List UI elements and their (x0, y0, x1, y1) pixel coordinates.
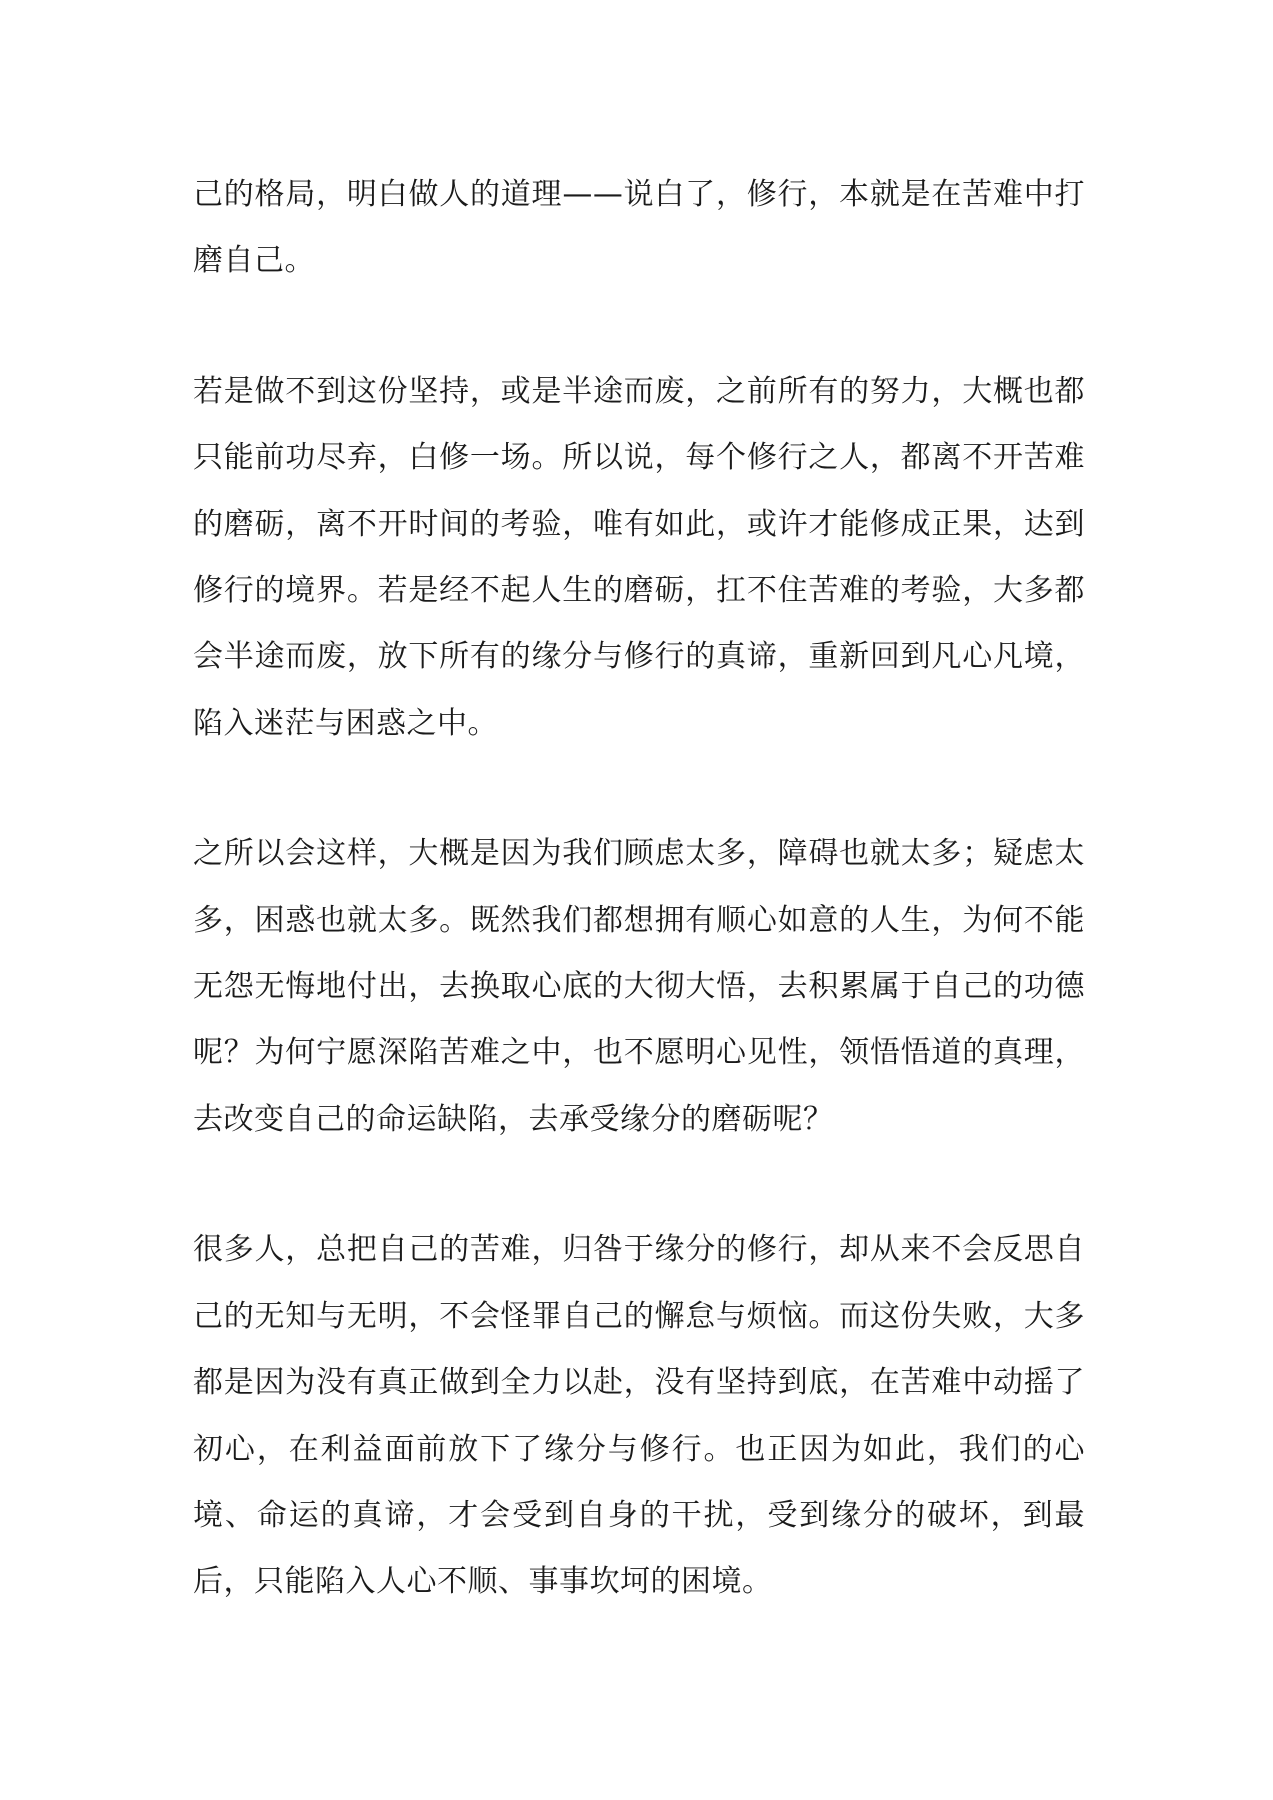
document-body (193, 162, 1085, 1680)
paragraph: 很多人，总把自己的苦难，归咎于缘分的修行，却从来不会反思自己的无知与无明，不会怪罪自己的懈怠与烦恼。而这份失败，大多都是因为没有真正做到全力以赴，没有坚持到底，在苦难中动摇了初心，在利益面前放下了缘分与修行。也正因为如此，我们的心境、命运的真谛，才会受到自身的干扰，受到缘分的破坏，到最后，只能陷入人心不顺、事事坎坷的困境。 (193, 1232, 1085, 1600)
paragraph: 之所以会这样，大概是因为我们顾虑太多，障碍也就太多；疑虑太多，困惑也就太多。既然我们都想拥有顺心如意的人生，为何不能无怨无悔地付出，去换取心底的大彻大悟，去积累属于自己的功德呢？为何宁愿深陷苦难之中，也不愿明心见性，领悟悟道的真理，去改变自己的命运缺陷，去承受缘分的磨砺呢？ (193, 836, 1085, 1137)
paragraph: 己的格局，明白做人的道理——说白了，修行，本就是在苦难中打磨自己。 (193, 177, 1085, 279)
paragraph: 若是做不到这份坚持，或是半途而废，之前所有的努力，大概也都只能前功尽弃，白修一场。所以说，每个修行之人，都离不开苦难的磨砺，离不开时间的考验，唯有如此，或许才能修成正果，达到修行的境界。若是经不起人生的磨砺，扛不住苦难的考验，大多都会半途而废，放下所有的缘分与修行的真谛，重新回到凡心凡境，陷入迷茫与困惑之中。 (193, 373, 1085, 741)
